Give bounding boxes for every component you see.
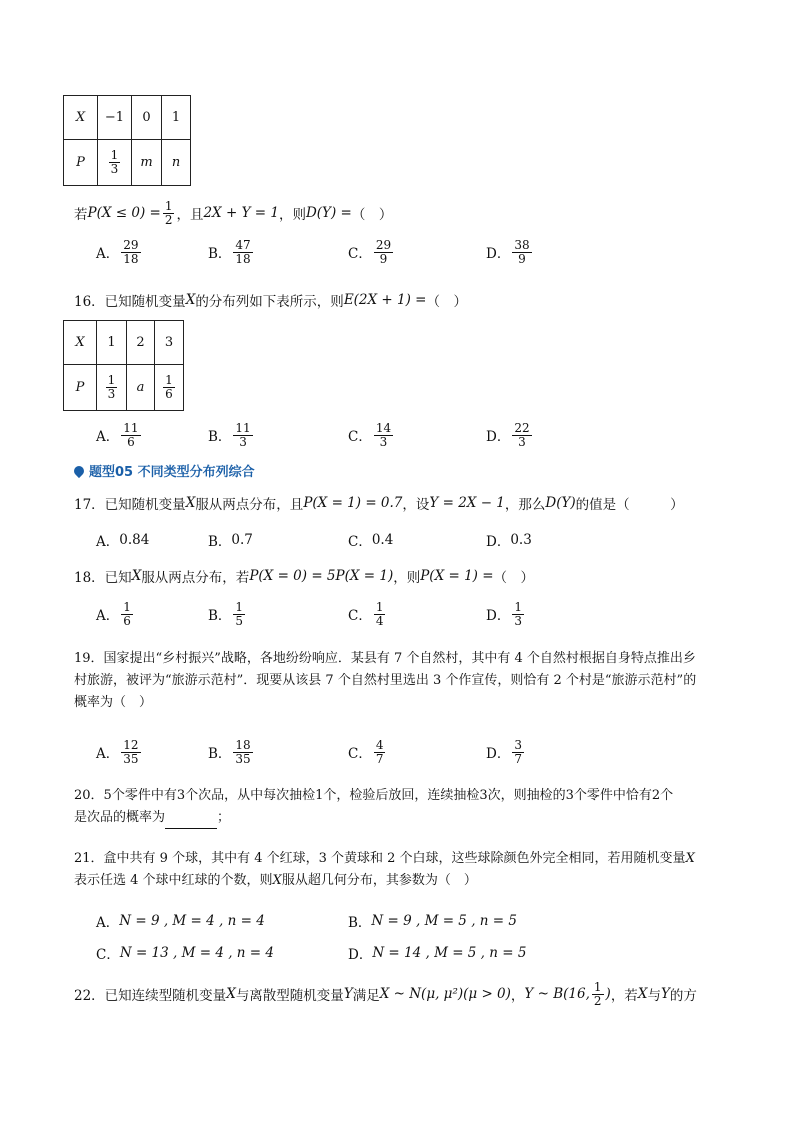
frac-den: 3 [110, 162, 119, 176]
q18-text3: ，则 [393, 570, 421, 586]
option-label: B． [208, 608, 232, 625]
frac-num: 1 [165, 373, 173, 388]
table1-cell-2: m [132, 140, 162, 186]
frac-num: 1 [164, 199, 173, 213]
q22-var-2: X [637, 986, 648, 1003]
frac-num: 22 [514, 421, 530, 435]
q15-option-c[interactable] [348, 239, 395, 265]
q19-stem [74, 648, 734, 714]
q19-line2: 村旅游，被评为“旅游示范村”．现要从该县 7 个自然村里选出 3 个作宣传，则恰有 2 个村是“旅游示范村”的 [74, 673, 697, 688]
q18-tail: （ ） [493, 570, 535, 586]
frac-den: 2 [593, 993, 602, 1008]
table2-cell-3 [155, 365, 184, 411]
option-label: D． [486, 608, 511, 625]
option-value: 0.7 [231, 532, 253, 548]
location-pin-icon [72, 463, 86, 477]
option-value: N = 9 , M = 4 , n = 4 [119, 913, 265, 929]
option-label: C． [348, 534, 372, 550]
option-label: A． [96, 915, 120, 931]
frac-den: 3 [514, 613, 522, 628]
table1-cell-1 [98, 140, 132, 186]
q17-text: 17．已知随机变量 [74, 497, 186, 513]
q17-option-b[interactable] [208, 530, 253, 550]
q17-stem [74, 493, 684, 513]
table1-header-x: X [64, 96, 98, 140]
frac-den: 9 [518, 251, 526, 266]
frac-den: 35 [235, 751, 251, 766]
option-label: A． [96, 429, 120, 446]
option-value: 0.84 [119, 532, 150, 548]
q17-option-c[interactable] [348, 530, 393, 550]
option-label: B． [208, 246, 232, 263]
table2-header-3: 3 [155, 321, 184, 365]
option-value: N = 9 , M = 5 , n = 5 [371, 913, 517, 929]
option-label: C． [348, 608, 372, 625]
option-label: B． [348, 915, 372, 931]
frac-num: 1 [593, 980, 602, 994]
frac-den: 3 [107, 387, 116, 401]
table1-header-0: 0 [132, 96, 162, 140]
frac-num: 12 [123, 738, 139, 752]
q15-text-a: 若 [74, 207, 88, 224]
frac-den: 6 [123, 613, 131, 628]
frac-num: 29 [375, 238, 392, 252]
q21-var-2: X [272, 873, 282, 888]
frac-den: 18 [235, 251, 251, 266]
table2-cell-1 [97, 365, 127, 411]
frac-num: 29 [123, 238, 139, 252]
distribution-table-1 [63, 95, 191, 186]
q19-option-b[interactable] [208, 739, 255, 765]
q16-var: X [185, 292, 196, 308]
frac-num: 47 [235, 238, 251, 252]
option-label: B． [208, 429, 232, 446]
q19-option-c[interactable] [348, 739, 387, 765]
option-value: N = 13 , M = 4 , n = 4 [119, 945, 274, 961]
q22-dist2-end: ) [605, 986, 611, 1003]
q17-tail: 的值是（ ） [575, 497, 684, 513]
option-label: C． [348, 246, 372, 263]
frac-den: 6 [127, 434, 135, 449]
q17-cond: P(X = 1) = 0.7 [303, 495, 403, 511]
q20-stem [74, 785, 734, 829]
section-heading [74, 461, 255, 480]
table2-header-2: 2 [127, 321, 155, 365]
option-label: C． [96, 947, 120, 963]
frac-num: 11 [235, 421, 251, 435]
q15-ask: D(Y) = [305, 205, 352, 222]
q22-text2: 与离散型随机变量 [235, 988, 344, 1005]
frac-den: 18 [123, 251, 139, 266]
q21-option-a[interactable] [96, 911, 265, 931]
frac-num: 1 [107, 373, 116, 388]
q15-option-b[interactable] [208, 239, 255, 265]
table1-header-1: 1 [162, 96, 191, 140]
frac-num: 14 [375, 421, 392, 435]
table2-row-label: P [64, 365, 97, 411]
q18-text2: 服从两点分布，若 [141, 570, 250, 586]
frac-den: 4 [375, 613, 384, 628]
q18-cond: P(X = 0) = 5P(X = 1) [249, 568, 394, 584]
q21-var: X [685, 851, 695, 866]
frac-den: 3 [518, 434, 526, 449]
distribution-table-2 [63, 320, 184, 411]
option-label: B． [208, 746, 232, 763]
frac-num: 1 [514, 600, 522, 614]
frac-den: 7 [514, 751, 522, 766]
option-value: 0.3 [510, 532, 532, 548]
option-label: D． [486, 246, 511, 263]
q18-option-b[interactable] [208, 601, 247, 627]
q15-cond: P(X ≤ 0) = [87, 205, 161, 222]
option-label: B． [208, 534, 232, 550]
option-label: D． [486, 429, 511, 446]
option-value: N = 14 , M = 5 , n = 5 [372, 945, 527, 961]
q21-option-b[interactable] [348, 911, 517, 931]
q16-option-b[interactable] [208, 422, 255, 448]
q19-option-a[interactable] [96, 739, 143, 765]
option-label: A． [96, 246, 120, 263]
option-label: C． [348, 746, 372, 763]
table2-header-x: X [64, 321, 97, 365]
q18-option-d[interactable] [486, 601, 526, 627]
frac-num: 4 [375, 738, 384, 752]
table1-row-label: P [64, 140, 98, 186]
option-label: A． [96, 608, 120, 625]
section-title: 题型05 不同类型分布列综合 [89, 465, 255, 480]
q15-tail: （ ） [351, 207, 393, 224]
frac-num: 11 [123, 421, 139, 435]
q15-relation: 2X + Y = 1 [203, 205, 279, 222]
q17-option-d[interactable] [486, 530, 532, 550]
q17-var: X [185, 495, 196, 511]
q19-option-d[interactable] [486, 739, 526, 765]
q17-option-a[interactable] [96, 530, 149, 550]
q22-sep: ， [510, 988, 525, 1005]
q21-line1a: 21．盒中共有 9 个球，其中有 4 个红球，3 个黄球和 2 个白球，这些球除颜色外完全相同，若用随机变量 [74, 851, 686, 866]
option-label: D． [486, 746, 511, 763]
q18-option-c[interactable] [348, 601, 387, 627]
frac-num: 3 [514, 738, 522, 752]
frac-num: 1 [235, 600, 244, 614]
frac-den: 9 [379, 251, 388, 266]
q22-text4: ，若 [610, 988, 638, 1005]
q21-line2a: 表示任选 4 个球中红球的个数，则 [74, 873, 273, 888]
frac-num: 1 [110, 148, 119, 163]
q17-ask: D(Y) [545, 495, 576, 511]
q16-tail: （ ） [426, 294, 467, 310]
q16-option-d[interactable] [486, 422, 534, 448]
q16-stem [74, 290, 467, 310]
q19-line1: 19．国家提出“乡村振兴”战略，各地纷纷响应．某县有 7 个自然村，其中有 4 个自然村根据自身特点推出乡 [74, 651, 696, 666]
q22-var2: Y [343, 986, 353, 1003]
frac-den: 3 [239, 434, 247, 449]
q20-line2: 是次品的概率为 [74, 810, 166, 825]
frac-num: 18 [235, 738, 251, 752]
frac-den: 3 [379, 434, 388, 449]
answer-blank[interactable] [165, 814, 217, 829]
option-label: C． [348, 429, 372, 446]
option-label: A． [96, 746, 120, 763]
q22-dist1: X ~ N(μ, μ²)(μ > 0) [379, 986, 511, 1003]
q15-option-d[interactable] [486, 239, 534, 265]
frac-den: 6 [165, 387, 173, 401]
frac-num: 1 [375, 600, 384, 614]
frac-den: 7 [375, 751, 384, 766]
q16-text: 16．已知随机变量 [74, 294, 186, 310]
q17-text3: ，设 [402, 497, 430, 513]
q22-dist2: Y ~ B(16, [524, 986, 590, 1003]
q18-option-a[interactable] [96, 601, 135, 627]
table1-cell-3: n [162, 140, 191, 186]
table2-header-1: 1 [97, 321, 127, 365]
frac-num: 38 [514, 238, 530, 252]
q21-option-d[interactable] [348, 943, 526, 963]
q15-stem [74, 200, 392, 226]
q15-text-c: ，则 [278, 207, 306, 224]
frac-den: 35 [123, 751, 139, 766]
option-label: D． [486, 534, 511, 550]
q22-stem [74, 981, 697, 1007]
q22-var2-2: Y [660, 986, 670, 1003]
table2-cell-2: a [127, 365, 155, 411]
q20-line1: 20．5个零件中有3个次品，从中每次抽检1个，检验后放回，连续抽检3次，则抽检的3个零件中恰有2个 [74, 788, 674, 803]
q15-text-b: ，且 [176, 207, 204, 224]
q21-stem [74, 848, 734, 892]
q18-var: X [131, 568, 142, 584]
q20-tail: ； [217, 810, 231, 825]
q16-ask: E(2X + 1) = [343, 292, 427, 308]
q21-line2b: 服从超几何分布，其参数为（ ） [281, 873, 477, 888]
frac-den: 2 [164, 212, 173, 227]
q16-option-c[interactable] [348, 422, 395, 448]
table1-header-neg1: −1 [98, 96, 132, 140]
q18-stem [74, 566, 534, 586]
q22-text6: 的方 [669, 988, 697, 1005]
q17-relation: Y = 2X − 1 [429, 495, 505, 511]
q22-var: X [226, 986, 236, 1003]
q21-option-c[interactable] [96, 943, 274, 963]
q22-text: 22．已知连续型随机变量 [74, 988, 227, 1005]
frac-num: 1 [123, 600, 131, 614]
q16-option-a[interactable] [96, 422, 143, 448]
q16-text2: 的分布列如下表所示，则 [195, 294, 344, 310]
q22-text3: 满足 [352, 988, 380, 1005]
option-label: D． [348, 947, 373, 963]
frac-den: 5 [235, 613, 244, 628]
q17-text4: ，那么 [504, 497, 546, 513]
q18-ask: P(X = 1) = [420, 568, 494, 584]
option-label: A． [96, 534, 120, 550]
q22-text5: 与 [647, 988, 661, 1005]
q19-line3: 概率为（ ） [74, 695, 153, 710]
q17-text2: 服从两点分布，且 [195, 497, 304, 513]
q15-option-a[interactable] [96, 239, 143, 265]
q18-text: 18．已知 [74, 570, 132, 586]
option-value: 0.4 [371, 532, 394, 548]
